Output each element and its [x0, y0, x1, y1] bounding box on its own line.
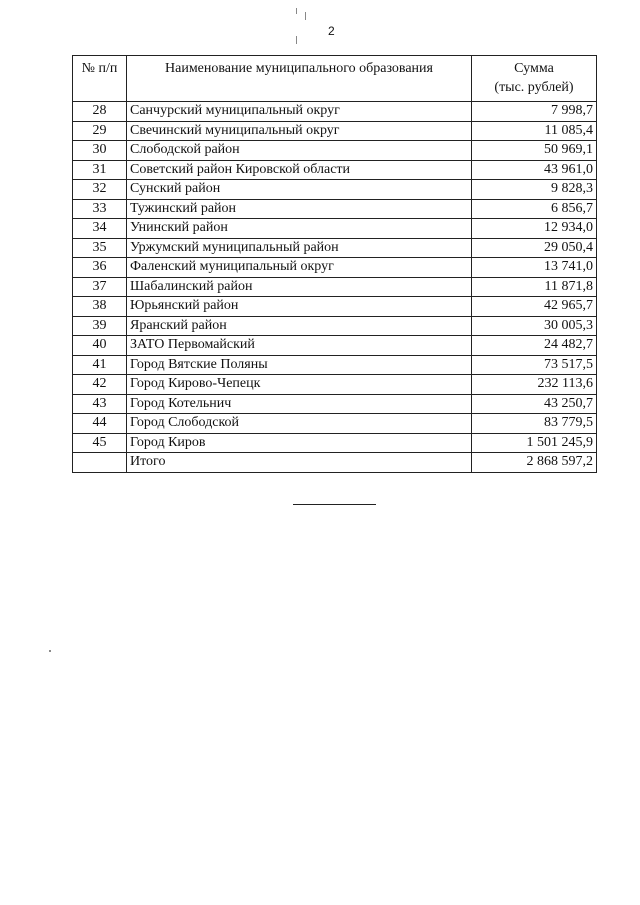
cell-sum: 11 871,8	[472, 277, 597, 297]
page-number: 2	[328, 24, 335, 38]
header-sum	[472, 56, 597, 102]
total-name: Итого	[127, 453, 472, 473]
cell-sum: 42 965,7	[472, 297, 597, 317]
table-row	[73, 199, 597, 219]
municipal-sum-table	[72, 55, 597, 473]
table-body	[73, 102, 597, 473]
cell-num: 29	[73, 121, 127, 141]
cell-name: Санчурский муниципальный округ	[127, 102, 472, 122]
cell-num: 34	[73, 219, 127, 239]
cell-name: ЗАТО Первомайский	[127, 336, 472, 356]
cell-sum: 43 961,0	[472, 160, 597, 180]
table-row	[73, 141, 597, 161]
cell-num: 40	[73, 336, 127, 356]
cell-num: 42	[73, 375, 127, 395]
cell-num: 30	[73, 141, 127, 161]
table-row	[73, 297, 597, 317]
cell-sum: 1 501 245,9	[472, 433, 597, 453]
cell-sum: 73 517,5	[472, 355, 597, 375]
cell-name: Город Киров	[127, 433, 472, 453]
table-row	[73, 336, 597, 356]
cell-num: 43	[73, 394, 127, 414]
cell-sum: 24 482,7	[472, 336, 597, 356]
cell-name: Тужинский район	[127, 199, 472, 219]
cell-sum: 6 856,7	[472, 199, 597, 219]
cell-num: 31	[73, 160, 127, 180]
scan-mark	[296, 36, 297, 44]
cell-name: Уржумский муниципальный район	[127, 238, 472, 258]
cell-num: 36	[73, 258, 127, 278]
table-row	[73, 277, 597, 297]
cell-name: Свечинский муниципальный округ	[127, 121, 472, 141]
header-number: № п/п	[73, 56, 127, 102]
table-row	[73, 433, 597, 453]
scan-mark	[305, 12, 306, 20]
cell-sum: 11 085,4	[472, 121, 597, 141]
table-row	[73, 102, 597, 122]
header-sum-line2: (тыс. рублей)	[494, 80, 574, 95]
table-row	[73, 219, 597, 239]
cell-name: Город Кирово-Чепецк	[127, 375, 472, 395]
total-sum: 2 868 597,2	[472, 453, 597, 473]
total-row	[73, 453, 597, 473]
cell-name: Шабалинский район	[127, 277, 472, 297]
table-row	[73, 414, 597, 434]
cell-name: Слободской район	[127, 141, 472, 161]
cell-num: 44	[73, 414, 127, 434]
cell-sum: 232 113,6	[472, 375, 597, 395]
cell-sum: 30 005,3	[472, 316, 597, 336]
cell-num: 32	[73, 180, 127, 200]
cell-sum: 29 050,4	[472, 238, 597, 258]
cell-num: 37	[73, 277, 127, 297]
cell-num: 41	[73, 355, 127, 375]
table-row	[73, 180, 597, 200]
table-row	[73, 238, 597, 258]
cell-name: Город Вятские Поляны	[127, 355, 472, 375]
cell-num: 38	[73, 297, 127, 317]
header-sum-line1: Сумма	[514, 61, 554, 76]
cell-sum: 7 998,7	[472, 102, 597, 122]
cell-name: Сунский район	[127, 180, 472, 200]
separator-line	[293, 504, 376, 505]
cell-num: 28	[73, 102, 127, 122]
scan-speck	[49, 650, 51, 652]
cell-name: Яранский район	[127, 316, 472, 336]
cell-num: 35	[73, 238, 127, 258]
table-header-row	[73, 56, 597, 102]
table-row	[73, 355, 597, 375]
table-row	[73, 258, 597, 278]
cell-name: Унинский район	[127, 219, 472, 239]
cell-num: 33	[73, 199, 127, 219]
cell-name: Юрьянский район	[127, 297, 472, 317]
table-row	[73, 316, 597, 336]
cell-name: Город Слободской	[127, 414, 472, 434]
table-row	[73, 121, 597, 141]
cell-name: Город Котельнич	[127, 394, 472, 414]
cell-name: Советский район Кировской области	[127, 160, 472, 180]
header-name: Наименование муниципального образования	[127, 56, 472, 102]
scan-mark	[296, 8, 297, 14]
table-row	[73, 160, 597, 180]
cell-sum: 13 741,0	[472, 258, 597, 278]
table-row	[73, 394, 597, 414]
cell-num: 39	[73, 316, 127, 336]
cell-sum: 9 828,3	[472, 180, 597, 200]
cell-sum: 43 250,7	[472, 394, 597, 414]
cell-name: Фаленский муниципальный округ	[127, 258, 472, 278]
cell-sum: 12 934,0	[472, 219, 597, 239]
table-row	[73, 375, 597, 395]
cell-sum: 50 969,1	[472, 141, 597, 161]
cell-sum: 83 779,5	[472, 414, 597, 434]
total-num	[73, 453, 127, 473]
cell-num: 45	[73, 433, 127, 453]
